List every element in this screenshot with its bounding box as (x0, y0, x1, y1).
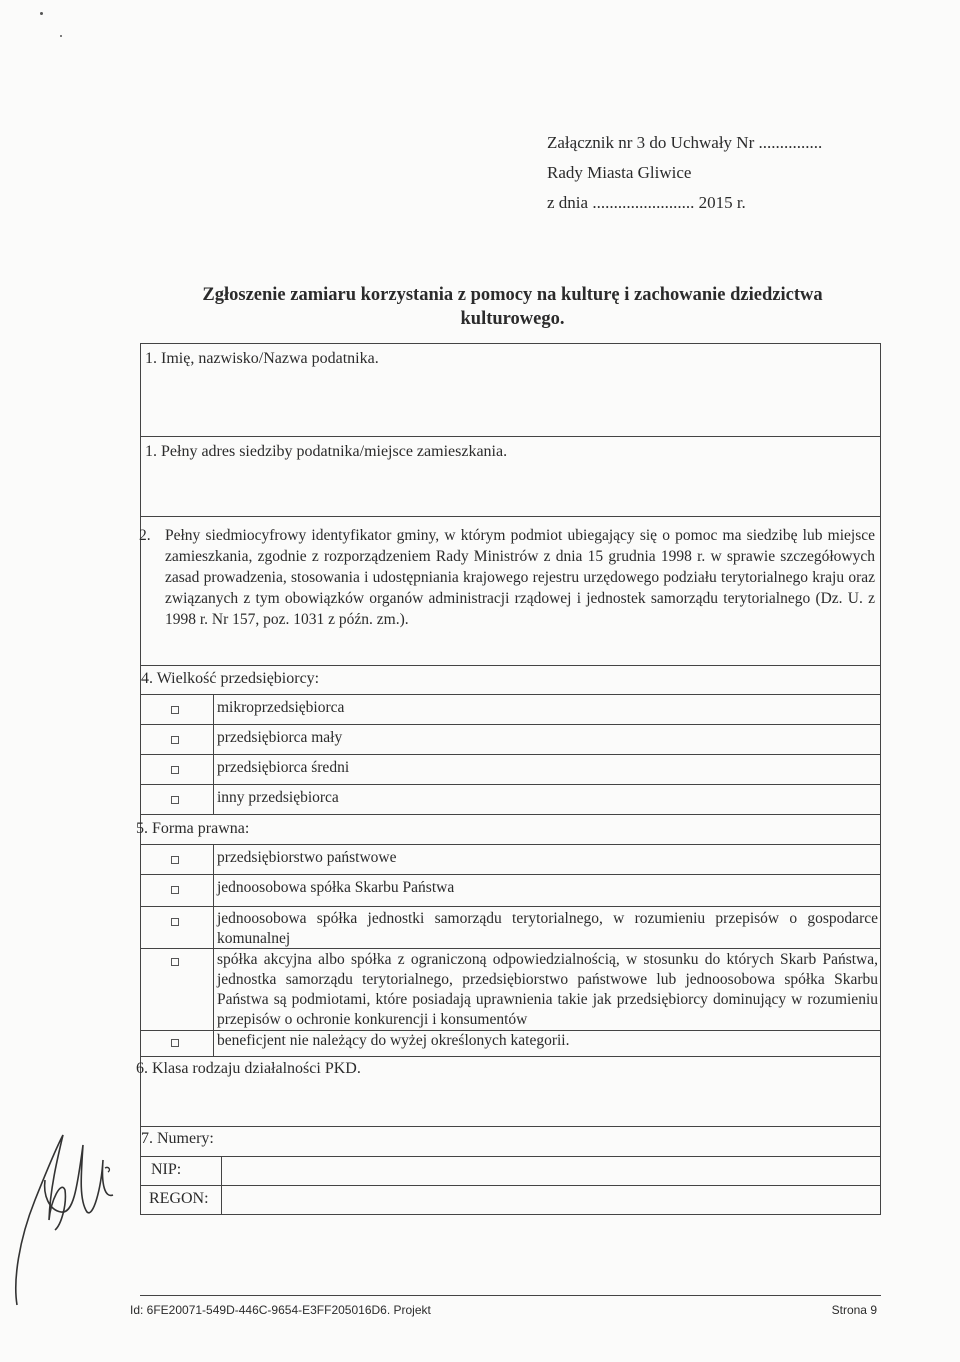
nip-label: NIP: (151, 1161, 182, 1178)
legal-form-option[interactable] (141, 1030, 880, 1056)
option-label: przedsiębiorca mały (217, 729, 343, 746)
option-label: przedsiębiorstwo państwowe (217, 849, 397, 866)
checkbox-icon[interactable] (171, 736, 179, 744)
title-line-1: Zgłoszenie zamiaru korzystania z pomocy na kulturę i zachowanie dziedzictwa (202, 285, 823, 305)
size-option[interactable] (141, 784, 880, 814)
handwritten-signature (5, 1120, 120, 1310)
divider (141, 1056, 880, 1057)
legal-form-option[interactable] (141, 844, 880, 874)
divider (141, 665, 880, 666)
section-4-label: 4. Wielkość przedsiębiorcy: (141, 670, 320, 687)
size-option[interactable] (141, 694, 880, 724)
attachment-line: Załącznik nr 3 do Uchwały Nr ............... (547, 133, 823, 152)
checkbox-icon[interactable] (171, 856, 179, 864)
section-3-paragraph (139, 525, 875, 630)
checkbox-icon[interactable] (171, 1039, 179, 1047)
legal-form-option[interactable] (141, 906, 880, 946)
section-2-label: 1. Pełny adres siedziby podatnika/miejsce zamieszkania. (145, 443, 508, 460)
section-6-label: 6. Klasa rodzaju działalności PKD. (136, 1060, 361, 1077)
option-label: inny przedsiębiorca (217, 789, 339, 806)
divider (141, 436, 880, 437)
page-footer (130, 1295, 881, 1317)
council-line: Rady Miasta Gliwice (547, 163, 692, 182)
section-5-label: 5. Forma prawna: (136, 820, 250, 837)
document-id: Id: 6FE20071-549D-446C-9654-E3FF205016D6. Projekt (130, 1303, 431, 1317)
scan-mark (40, 12, 43, 15)
attachment-header (547, 128, 822, 218)
legal-form-option[interactable] (141, 948, 880, 1030)
option-label: spółka akcyjna albo spółka z ograniczoną odpowiedzialnością, w stosunku do których Skarb Państwa, jednostka samorządu terytorialnego, przedsiębiorstwo państwowe lub jednoosobowa spółka Skarbu Państwa są podmiotami, które posiadają uprawnienia takie jak przedsiębiorcy dominujący w rozumieniu przepisów o ochronie konkurencji i konsumentów (217, 951, 878, 1028)
document-title (140, 283, 885, 331)
divider (141, 1185, 880, 1186)
option-label: beneficjent nie należący do wyżej określonych kategorii. (217, 1032, 570, 1049)
option-label: jednoosobowa spółka Skarbu Państwa (217, 879, 455, 896)
option-label: jednoosobowa spółka jednostki samorządu terytorialnego, w rozumieniu przepisów o gospodarce komunalnej (217, 910, 878, 947)
checkbox-icon[interactable] (171, 958, 179, 966)
page-number: Strona 9 (831, 1303, 877, 1317)
title-line-2: kulturowego. (460, 309, 565, 329)
size-option[interactable] (141, 754, 880, 784)
scan-mark (60, 35, 62, 37)
section-7-label: 7. Numery: (141, 1130, 214, 1147)
checkbox-icon[interactable] (171, 706, 179, 714)
option-label: przedsiębiorca średni (217, 759, 350, 776)
regon-label: REGON: (149, 1190, 209, 1207)
checkbox-icon[interactable] (171, 918, 179, 926)
checkbox-icon[interactable] (171, 796, 179, 804)
checkbox-icon[interactable] (171, 766, 179, 774)
divider (141, 814, 880, 815)
size-option[interactable] (141, 724, 880, 754)
application-form (136, 343, 881, 1215)
divider (141, 1156, 880, 1157)
date-line: z dnia ........................ 2015 r. (547, 193, 746, 212)
section-3-text: Pełny siedmiocyfrowy identyfikator gminy, w którym podmiot ubiegający się o pomoc ma siedzibę lub miejsce zamieszkania, zgodnie z rozporządzeniem Rady Ministrów z dnia 15 grudnia 1998 r. w sprawie szczegółowych zasad prowadzenia, stosowania i udostępniania krajowego rejestru urzędowego podziału terytorialnego kraju oraz związanych z tym obowiązków organów administracji rządowej i jednostek samorządu terytorialnego (Dz. U. z 1998 r. Nr 157, poz. 1031 z późn. zm.). (165, 527, 875, 628)
checkbox-icon[interactable] (171, 886, 179, 894)
divider (141, 1126, 880, 1127)
section-3-number: 2. (139, 527, 151, 544)
divider (141, 516, 880, 517)
option-label: mikroprzedsiębiorca (217, 699, 345, 716)
legal-form-option[interactable] (141, 874, 880, 904)
section-1-label: 1. Imię, nazwisko/Nazwa podatnika. (145, 350, 379, 367)
